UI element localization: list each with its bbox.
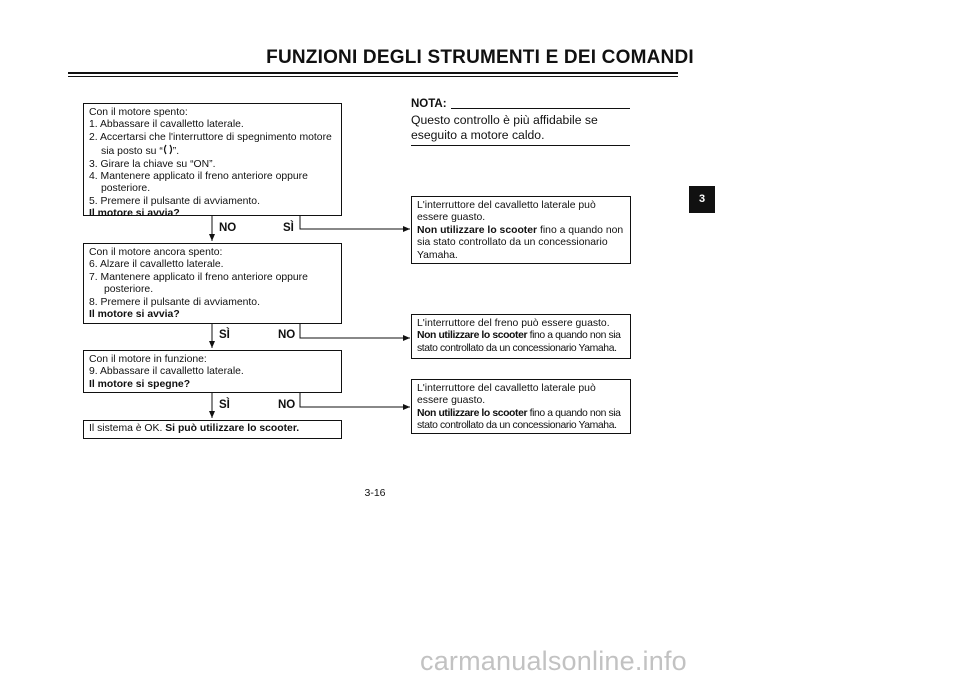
decision1-right-label: SÌ (283, 222, 294, 234)
result1-warning: Non utilizzare lo scooter (417, 224, 538, 236)
page-title: FUNZIONI DEGLI STRUMENTI E DEI COMANDI (266, 47, 694, 68)
nota-label: NOTA: (411, 98, 447, 110)
result3-line: essere guasto. (417, 395, 486, 407)
page-number: 3-16 (364, 487, 386, 499)
step3-line: Con il motore in funzione: (89, 354, 207, 365)
step3-line: 9. Abbassare il cavalletto laterale. (89, 366, 244, 378)
step1-line: ”. (172, 146, 180, 158)
result1-line: essere guasto. (417, 212, 486, 224)
watermark: carmanualsonline.info (420, 646, 687, 676)
step1-line: 1. Abbassare il cavalletto laterale. (89, 119, 244, 131)
step1-line: sia posto su “ (101, 146, 163, 158)
engine-run-symbol-icon (163, 144, 173, 155)
final-box (83, 420, 342, 439)
step2-question: Il motore si avvia? (89, 309, 180, 321)
nota-bottom-rule (411, 145, 630, 146)
result2-line: stato controllato da un concessionario Yamaha. (417, 342, 617, 354)
result1-rest: fino a quando non (537, 224, 624, 236)
final-text (89, 423, 336, 435)
result3-line: L'interruttore del cavalletto laterale può (417, 383, 596, 394)
step2-box (83, 243, 342, 324)
chapter-tab: 3 (689, 186, 715, 213)
result2-line: L'interruttore del freno può essere guasto. (417, 318, 610, 329)
result3-warning: Non utilizzare lo scooter (417, 407, 528, 419)
result3-box (411, 379, 631, 434)
step3-question: Il motore si spegne? (89, 378, 191, 390)
step1-line: posteriore. (101, 183, 151, 195)
step1-box (83, 103, 342, 220)
result2-warning: Non utilizzare lo scooter (417, 330, 528, 342)
final-prefix: Il sistema è OK. (89, 423, 166, 434)
step1-line: 4. Mantenere applicato il freno anteriore oppure (89, 171, 308, 183)
result2-rest: fino a quando non sia (527, 330, 621, 342)
final-bold: Si può utilizzare lo scooter. (165, 423, 300, 434)
result1-line: Yamaha. (417, 249, 458, 261)
result3-rest: fino a quando non sia (527, 407, 621, 419)
step3-box (83, 350, 342, 393)
result1-box (411, 196, 631, 264)
step1-line: 3. Girare la chiave su “ON”. (89, 158, 216, 170)
step1-line: Con il motore spento: (89, 107, 188, 118)
result1-line: sia stato controllato da un concessionario (417, 237, 608, 249)
decision2-down-label: SÌ (219, 329, 230, 341)
step2-line: 7. Mantenere applicato il freno anteriore oppure (89, 271, 308, 283)
step2-line: Con il motore ancora spento: (89, 247, 223, 258)
step1-line: 2. Accertarsi che l'interruttore di spegnimento motore (89, 131, 332, 143)
step2-line: 6. Alzare il cavalletto laterale. (89, 259, 224, 271)
decision1-down-label: NO (219, 222, 237, 234)
result2-box (411, 314, 631, 359)
nota-text: Questo controllo è più affidabile se eseguito a motore caldo. (411, 113, 598, 142)
result3-line: stato controllato da un concessionario Yamaha. (417, 420, 617, 432)
arrow-step2-to-result2 (300, 324, 410, 338)
result1-line: L'interruttore del cavalletto laterale può (417, 200, 596, 211)
step1-line: 5. Premere il pulsante di avviamento. (89, 195, 260, 207)
nota-top-rule (451, 108, 630, 109)
step1-line-run-position (89, 144, 336, 158)
decision3-right-label: NO (278, 399, 296, 411)
step2-line: posteriore. (104, 284, 154, 296)
step2-line: 8. Premere il pulsante di avviamento. (89, 296, 260, 308)
decision2-right-label: NO (278, 329, 296, 341)
arrow-step3-to-result3 (300, 393, 410, 407)
decision3-down-label: SÌ (219, 399, 230, 411)
step1-question: Il motore si avvia? (89, 208, 180, 220)
